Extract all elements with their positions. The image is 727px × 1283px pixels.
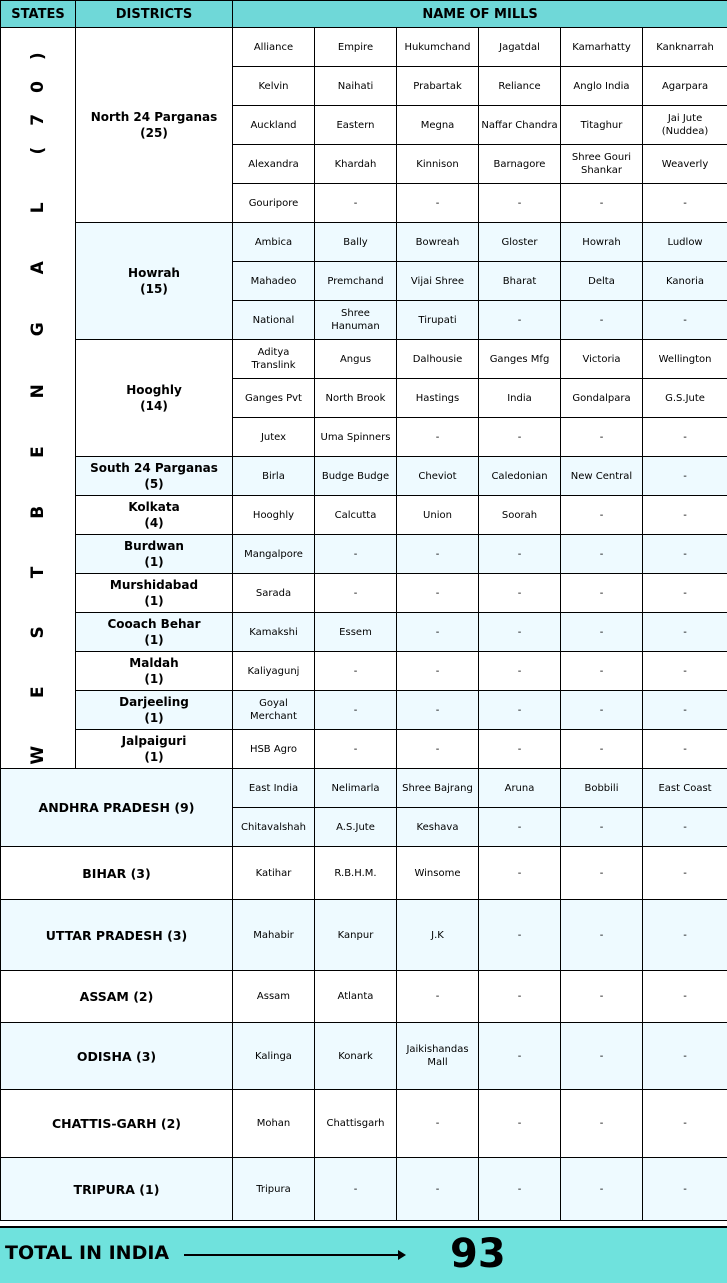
total-value: 93 bbox=[450, 1231, 506, 1277]
district-cell bbox=[76, 691, 233, 730]
mill-cell: - bbox=[315, 1158, 397, 1221]
mill-cell: - bbox=[397, 691, 479, 730]
mill-cell: Anglo India bbox=[561, 67, 643, 106]
mill-cell: Winsome bbox=[397, 847, 479, 900]
mill-cell: - bbox=[643, 535, 727, 574]
districts-header: DISTRICTS bbox=[76, 1, 233, 28]
mill-cell: - bbox=[315, 652, 397, 691]
state-name-cell: ANDHRA PRADESH (9) bbox=[1, 769, 233, 847]
mill-cell: - bbox=[397, 535, 479, 574]
table-row bbox=[1, 28, 727, 67]
district-cell bbox=[76, 28, 233, 223]
mill-cell: - bbox=[479, 574, 561, 613]
table-row bbox=[1, 691, 727, 730]
table-row bbox=[1, 340, 727, 379]
mill-cell: - bbox=[561, 900, 643, 971]
mill-cell: Kinnison bbox=[397, 145, 479, 184]
mill-cell: - bbox=[643, 900, 727, 971]
district-name: Howrah bbox=[128, 266, 180, 280]
mill-cell: Prabartak bbox=[397, 67, 479, 106]
mill-cell: Tirupati bbox=[397, 301, 479, 340]
state-label: W E S T B E N G A L (70) bbox=[28, 31, 48, 765]
table-row bbox=[1, 769, 727, 808]
mill-cell: Assam bbox=[233, 971, 315, 1023]
mill-cell: Ganges Mfg bbox=[479, 340, 561, 379]
mill-cell: - bbox=[561, 496, 643, 535]
district-name: Burdwan bbox=[124, 539, 184, 553]
mill-cell: - bbox=[643, 652, 727, 691]
mill-cell: Jagatdal bbox=[479, 28, 561, 67]
mill-cell: - bbox=[643, 730, 727, 769]
mill-cell: - bbox=[643, 301, 727, 340]
mill-cell: - bbox=[397, 971, 479, 1023]
mill-cell: Chitavalshah bbox=[233, 808, 315, 847]
mill-cell: - bbox=[643, 457, 727, 496]
mill-cell: - bbox=[643, 496, 727, 535]
mill-cell: Chattisgarh bbox=[315, 1090, 397, 1158]
state-west-bengal bbox=[1, 28, 76, 769]
mill-cell: Gondalpara bbox=[561, 379, 643, 418]
mill-cell: Hooghly bbox=[233, 496, 315, 535]
mill-cell: - bbox=[479, 301, 561, 340]
mill-cell: - bbox=[561, 574, 643, 613]
district-name: Cooach Behar bbox=[107, 617, 201, 631]
mill-cell: Bally bbox=[315, 223, 397, 262]
mill-cell: Reliance bbox=[479, 67, 561, 106]
mill-cell: - bbox=[561, 1023, 643, 1090]
mill-cell: Uma Spinners bbox=[315, 418, 397, 457]
mill-cell: Angus bbox=[315, 340, 397, 379]
district-count: (1) bbox=[144, 594, 164, 608]
mill-cell: Budge Budge bbox=[315, 457, 397, 496]
state-name-cell: TRIPURA (1) bbox=[1, 1158, 233, 1221]
mill-cell: Eastern bbox=[315, 106, 397, 145]
state-name-cell: ASSAM (2) bbox=[1, 971, 233, 1023]
mill-cell: Aruna bbox=[479, 769, 561, 808]
mill-cell: Aditya Translink bbox=[233, 340, 315, 379]
mill-cell: Alliance bbox=[233, 28, 315, 67]
mill-cell: Vijai Shree bbox=[397, 262, 479, 301]
mill-cell: - bbox=[561, 535, 643, 574]
mill-cell: Essem bbox=[315, 613, 397, 652]
mill-cell: Gloster bbox=[479, 223, 561, 262]
district-cell bbox=[76, 652, 233, 691]
mill-cell: - bbox=[561, 652, 643, 691]
table-row bbox=[1, 652, 727, 691]
mill-cell: Konark bbox=[315, 1023, 397, 1090]
mill-cell: Gouripore bbox=[233, 184, 315, 223]
mill-cell: - bbox=[561, 418, 643, 457]
district-name: Jalpaiguri bbox=[121, 734, 187, 748]
mill-cell: - bbox=[479, 1158, 561, 1221]
mill-cell: Atlanta bbox=[315, 971, 397, 1023]
mill-cell: - bbox=[561, 184, 643, 223]
mill-cell: Bowreah bbox=[397, 223, 479, 262]
total-bar bbox=[0, 1226, 727, 1283]
mill-cell: - bbox=[561, 301, 643, 340]
mill-cell: - bbox=[643, 847, 727, 900]
mill-cell: - bbox=[643, 1158, 727, 1221]
mill-cell: Kaliyagunj bbox=[233, 652, 315, 691]
mill-cell: India bbox=[479, 379, 561, 418]
mill-cell: Sarada bbox=[233, 574, 315, 613]
table-row bbox=[1, 535, 727, 574]
mill-cell: A.S.Jute bbox=[315, 808, 397, 847]
mill-cell: Naihati bbox=[315, 67, 397, 106]
mill-cell: - bbox=[643, 971, 727, 1023]
mill-cell: - bbox=[479, 535, 561, 574]
mill-cell: Birla bbox=[233, 457, 315, 496]
district-cell bbox=[76, 496, 233, 535]
mill-cell: - bbox=[397, 418, 479, 457]
mill-cell: Mahadeo bbox=[233, 262, 315, 301]
mill-cell: - bbox=[643, 808, 727, 847]
mill-cell: Nelimarla bbox=[315, 769, 397, 808]
mill-cell: Jai Jute (Nuddea) bbox=[643, 106, 727, 145]
mill-cell: - bbox=[315, 730, 397, 769]
mill-cell: National bbox=[233, 301, 315, 340]
district-cell bbox=[76, 574, 233, 613]
mill-cell: Megna bbox=[397, 106, 479, 145]
mill-cell: Bharat bbox=[479, 262, 561, 301]
district-count: (25) bbox=[140, 126, 168, 140]
state-name-cell: CHATTIS-GARH (2) bbox=[1, 1090, 233, 1158]
mill-cell: - bbox=[643, 613, 727, 652]
mill-cell: Hastings bbox=[397, 379, 479, 418]
mill-cell: Delta bbox=[561, 262, 643, 301]
mill-cell: - bbox=[479, 691, 561, 730]
mill-cell: Calcutta bbox=[315, 496, 397, 535]
table-row bbox=[1, 847, 727, 900]
mill-cell: Weaverly bbox=[643, 145, 727, 184]
mill-cell: - bbox=[397, 730, 479, 769]
mill-cell: Mohan bbox=[233, 1090, 315, 1158]
district-name: Maldah bbox=[129, 656, 179, 670]
mill-cell: - bbox=[397, 1090, 479, 1158]
mill-cell: - bbox=[315, 691, 397, 730]
table-row bbox=[1, 223, 727, 262]
mill-cell: Ludlow bbox=[643, 223, 727, 262]
mill-cell: - bbox=[397, 652, 479, 691]
mill-cell: - bbox=[479, 418, 561, 457]
mill-cell: Katihar bbox=[233, 847, 315, 900]
mill-cell: Titaghur bbox=[561, 106, 643, 145]
district-count: (1) bbox=[144, 633, 164, 647]
mill-cell: Kanknarrah bbox=[643, 28, 727, 67]
mill-cell: Shree Hanuman bbox=[315, 301, 397, 340]
mill-cell: New Central bbox=[561, 457, 643, 496]
mill-cell: Hukumchand bbox=[397, 28, 479, 67]
district-name: Hooghly bbox=[126, 383, 182, 397]
mill-cell: - bbox=[643, 418, 727, 457]
district-count: (15) bbox=[140, 282, 168, 296]
mill-cell: - bbox=[397, 574, 479, 613]
mill-cell: Cheviot bbox=[397, 457, 479, 496]
mill-cell: North Brook bbox=[315, 379, 397, 418]
table-body bbox=[1, 28, 727, 1221]
mill-cell: Ambica bbox=[233, 223, 315, 262]
table-row bbox=[1, 1090, 727, 1158]
district-count: (1) bbox=[144, 555, 164, 569]
mill-cell: Kamarhatty bbox=[561, 28, 643, 67]
mill-cell: J.K bbox=[397, 900, 479, 971]
district-count: (4) bbox=[144, 516, 164, 530]
mill-cell: - bbox=[643, 691, 727, 730]
mill-cell: - bbox=[561, 613, 643, 652]
table-row bbox=[1, 613, 727, 652]
mill-cell: R.B.H.M. bbox=[315, 847, 397, 900]
mill-cell: - bbox=[479, 184, 561, 223]
mill-cell: - bbox=[561, 971, 643, 1023]
district-cell bbox=[76, 223, 233, 340]
mill-cell: Premchand bbox=[315, 262, 397, 301]
state-name-cell: UTTAR PRADESH (3) bbox=[1, 900, 233, 971]
table-row bbox=[1, 971, 727, 1023]
mill-cell: - bbox=[479, 1090, 561, 1158]
table-row bbox=[1, 496, 727, 535]
mill-cell: Empire bbox=[315, 28, 397, 67]
mill-cell: Mahabir bbox=[233, 900, 315, 971]
mill-cell: - bbox=[643, 1023, 727, 1090]
district-name: Murshidabad bbox=[109, 578, 199, 592]
mill-cell: - bbox=[479, 808, 561, 847]
table-row bbox=[1, 1023, 727, 1090]
mill-cell: Victoria bbox=[561, 340, 643, 379]
mill-cell: - bbox=[561, 1158, 643, 1221]
mill-cell: Naffar Chandra bbox=[479, 106, 561, 145]
district-cell bbox=[76, 457, 233, 496]
mill-cell: - bbox=[561, 808, 643, 847]
table-row bbox=[1, 574, 727, 613]
mill-cell: Kamakshi bbox=[233, 613, 315, 652]
mill-cell: Caledonian bbox=[479, 457, 561, 496]
states-header: STATES bbox=[1, 1, 76, 28]
mill-cell: Kanpur bbox=[315, 900, 397, 971]
table-row bbox=[1, 457, 727, 496]
mill-cell: Wellington bbox=[643, 340, 727, 379]
mills-header: NAME OF MILLS bbox=[233, 1, 727, 28]
mill-cell: Auckland bbox=[233, 106, 315, 145]
mill-cell: Bobbili bbox=[561, 769, 643, 808]
mill-cell: - bbox=[643, 184, 727, 223]
mill-cell: Ganges Pvt bbox=[233, 379, 315, 418]
mill-cell: Jutex bbox=[233, 418, 315, 457]
mill-cell: Tripura bbox=[233, 1158, 315, 1221]
mill-cell: Agarpara bbox=[643, 67, 727, 106]
mill-cell: - bbox=[397, 184, 479, 223]
mill-cell: - bbox=[315, 184, 397, 223]
mill-cell: - bbox=[397, 613, 479, 652]
district-name: Kolkata bbox=[128, 500, 180, 514]
mill-cell: - bbox=[315, 574, 397, 613]
mill-cell: - bbox=[479, 652, 561, 691]
district-cell bbox=[76, 535, 233, 574]
district-name: South 24 Parganas bbox=[90, 461, 218, 475]
mill-cell: East India bbox=[233, 769, 315, 808]
table-row bbox=[1, 730, 727, 769]
table-row bbox=[1, 1158, 727, 1221]
mill-cell: Goyal Merchant bbox=[233, 691, 315, 730]
mill-cell: G.S.Jute bbox=[643, 379, 727, 418]
mill-cell: East Coast bbox=[643, 769, 727, 808]
mill-cell: Union bbox=[397, 496, 479, 535]
mill-cell: Jaikishandas Mall bbox=[397, 1023, 479, 1090]
mill-cell: - bbox=[643, 1090, 727, 1158]
mill-cell: - bbox=[397, 1158, 479, 1221]
district-count: (1) bbox=[144, 711, 164, 725]
mill-cell: Kanoria bbox=[643, 262, 727, 301]
district-name: North 24 Parganas bbox=[90, 110, 218, 124]
mill-cell: Keshava bbox=[397, 808, 479, 847]
mill-cell: Barnagore bbox=[479, 145, 561, 184]
district-cell bbox=[76, 730, 233, 769]
mill-cell: - bbox=[315, 535, 397, 574]
district-count: (1) bbox=[144, 672, 164, 686]
mill-cell: Kalinga bbox=[233, 1023, 315, 1090]
district-count: (14) bbox=[140, 399, 168, 413]
mill-cell: Howrah bbox=[561, 223, 643, 262]
mill-cell: - bbox=[479, 730, 561, 769]
mill-cell: - bbox=[561, 730, 643, 769]
district-count: (5) bbox=[144, 477, 164, 491]
mill-cell: - bbox=[479, 900, 561, 971]
state-name-cell: BIHAR (3) bbox=[1, 847, 233, 900]
total-label: TOTAL IN INDIA bbox=[5, 1242, 170, 1264]
mill-cell: HSB Agro bbox=[233, 730, 315, 769]
mill-cell: Mangalpore bbox=[233, 535, 315, 574]
mill-cell: Shree Bajrang bbox=[397, 769, 479, 808]
mill-cell: - bbox=[479, 847, 561, 900]
mill-cell: - bbox=[561, 691, 643, 730]
mill-cell: Alexandra bbox=[233, 145, 315, 184]
district-name: Darjeeling bbox=[119, 695, 189, 709]
mill-cell: Kelvin bbox=[233, 67, 315, 106]
header-row bbox=[1, 1, 727, 28]
mill-cell: Shree Gouri Shankar bbox=[561, 145, 643, 184]
mill-cell: - bbox=[643, 574, 727, 613]
mill-cell: Dalhousie bbox=[397, 340, 479, 379]
mill-cell: - bbox=[561, 847, 643, 900]
table-row bbox=[1, 900, 727, 971]
district-cell bbox=[76, 613, 233, 652]
mill-cell: Soorah bbox=[479, 496, 561, 535]
right-arrow-icon bbox=[184, 1254, 400, 1256]
state-name-cell: ODISHA (3) bbox=[1, 1023, 233, 1090]
mill-cell: - bbox=[479, 1023, 561, 1090]
mill-cell: Khardah bbox=[315, 145, 397, 184]
district-count: (1) bbox=[144, 750, 164, 764]
mill-cell: - bbox=[561, 1090, 643, 1158]
district-cell bbox=[76, 340, 233, 457]
mill-cell: - bbox=[479, 971, 561, 1023]
mill-cell: - bbox=[479, 613, 561, 652]
